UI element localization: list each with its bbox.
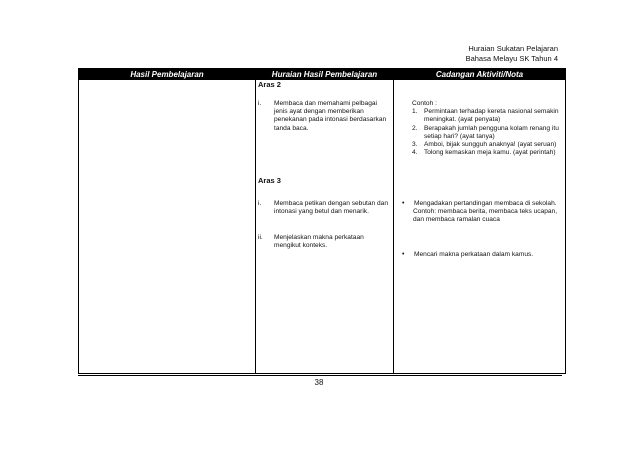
column-header-cadangan: Cadangan Aktiviti/Nota <box>394 69 566 80</box>
bullet-item-pertandingan <box>402 200 560 225</box>
bullet-subtext: Contoh: membaca berita, membaca teks ucapan, dan membaca ramalan cuaca <box>413 208 558 224</box>
aras-2-item <box>258 100 388 133</box>
bullet-text: Mengadakan pertandingan membaca di sekolah. <box>414 200 557 207</box>
list-item <box>412 125 562 141</box>
syllabus-table <box>78 68 566 374</box>
list-item <box>412 149 562 157</box>
table-header-row <box>79 69 566 80</box>
list-text: Permintaan terhadap kereta nasional semakin meningkat. (ayat penyata) <box>424 108 559 124</box>
contoh-label: Contoh : <box>412 100 437 107</box>
list-number: 2. <box>412 124 418 132</box>
footer-divider <box>78 375 562 376</box>
list-number: 1. <box>412 108 418 116</box>
item-number: ii. <box>258 234 263 241</box>
list-item <box>412 141 562 149</box>
bullet-icon: • <box>402 251 405 258</box>
list-text: Amboi, bijak sungguh anaknya! (ayat seruan) <box>424 141 557 149</box>
bullet-icon: • <box>402 200 405 207</box>
huraian-cell <box>256 80 394 374</box>
header-title: Huraian Sukatan Pelajaran <box>468 44 558 53</box>
aras-3-item-1 <box>258 200 388 216</box>
item-text: Membaca dan memahami pelbagai jenis ayat dengan memberikan penekanan pada intonasi berdasarkan tanda baca. <box>274 100 387 132</box>
aras-3-item-2 <box>258 234 388 250</box>
header-subtitle: Bahasa Melayu SK Tahun 4 <box>465 54 558 63</box>
item-number: i. <box>258 200 262 207</box>
bullet-item-kamus <box>402 251 560 259</box>
list-text: Berapakah jumlah pengguna kolam renang itu setiap hari? (ayat tanya) <box>424 124 559 140</box>
list-text: Tolong kemaskan meja kamu. (ayat perintah) <box>424 149 556 157</box>
page-number: 38 <box>314 378 324 387</box>
list-number: 3. <box>412 141 418 149</box>
column-header-hasil: Hasil Pembelajaran <box>79 69 256 80</box>
item-number: i. <box>258 100 262 107</box>
item-text: Membaca petikan dengan sebutan dan intonasi yang betul dan menarik. <box>274 200 389 216</box>
item-text: Menjelaskan makna perkataan mengikut konteks. <box>274 234 364 250</box>
contoh-list <box>412 108 562 157</box>
list-number: 4. <box>412 149 418 157</box>
aras-2-heading: Aras 2 <box>258 80 281 89</box>
contoh-block <box>412 100 562 157</box>
column-header-huraian: Huraian Hasil Pembelajaran <box>256 69 394 80</box>
cadangan-cell <box>394 80 566 374</box>
bullet-text: Mencari makna perkataan dalam kamus. <box>414 251 534 258</box>
list-item <box>412 108 562 124</box>
document-header <box>466 44 558 64</box>
table-row <box>79 80 566 374</box>
hasil-cell <box>79 80 256 374</box>
aras-3-heading: Aras 3 <box>258 176 281 185</box>
